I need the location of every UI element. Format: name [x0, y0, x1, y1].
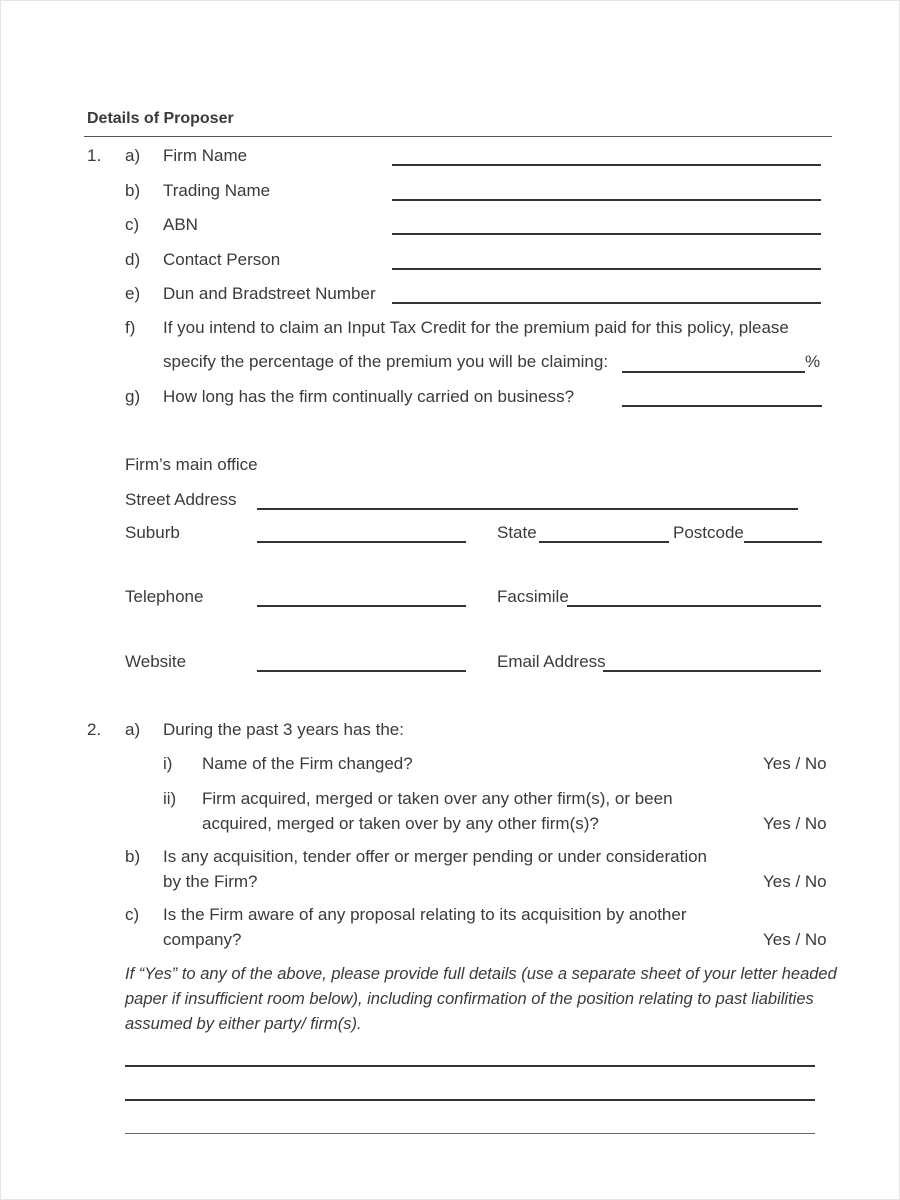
- percent-sign: %: [805, 352, 821, 371]
- acquisition-proposal-question: company?: [163, 930, 242, 949]
- yes-no-option[interactable]: Yes / No: [763, 814, 827, 833]
- item-letter: d): [125, 250, 141, 269]
- item-letter: c): [125, 905, 140, 924]
- postcode-field[interactable]: [744, 541, 822, 543]
- item-letter: c): [125, 215, 140, 234]
- acquisition-proposal-question: Is the Firm aware of any proposal relating to its acquisition by another: [163, 905, 687, 924]
- contact-person-label: Contact Person: [163, 250, 281, 269]
- acquisition-pending-question: by the Firm?: [163, 872, 258, 891]
- dun-bradstreet-label: Dun and Bradstreet Number: [163, 284, 376, 303]
- suburb-field[interactable]: [257, 541, 466, 543]
- firm-name-label: Firm Name: [163, 146, 248, 165]
- item-letter: b): [125, 847, 141, 866]
- facsimile-field[interactable]: [567, 605, 821, 607]
- section-heading: Details of Proposer: [87, 110, 234, 127]
- item-letter: a): [125, 146, 141, 165]
- dun-bradstreet-field[interactable]: [392, 302, 821, 304]
- item-letter: f): [125, 318, 136, 337]
- street-address-label: Street Address: [125, 490, 237, 509]
- item-letter: g): [125, 387, 141, 406]
- website-label: Website: [125, 652, 187, 671]
- website-field[interactable]: [257, 670, 466, 672]
- email-address-label: Email Address: [497, 652, 606, 671]
- heading-rule: [84, 136, 832, 137]
- acquisition-pending-question: Is any acquisition, tender offer or merger pending or under consideration: [163, 847, 708, 866]
- tax-credit-percentage-field[interactable]: [622, 371, 805, 373]
- details-instruction: assumed by either party/ firm(s).: [125, 1015, 362, 1033]
- yes-no-option[interactable]: Yes / No: [763, 930, 827, 949]
- years-in-business-label: How long has the firm continually carried on business?: [163, 387, 575, 406]
- yes-no-option[interactable]: Yes / No: [763, 872, 827, 891]
- section-number: 2.: [87, 720, 102, 739]
- facsimile-label: Facsimile: [497, 587, 569, 606]
- suburb-label: Suburb: [125, 523, 180, 542]
- sub-item-number: ii): [163, 789, 177, 808]
- item-letter: b): [125, 181, 141, 200]
- details-instruction: paper if insufficient room below), including confirmation of the position relating to past liabilities: [125, 990, 814, 1008]
- telephone-field[interactable]: [257, 605, 466, 607]
- past-3-years-label: During the past 3 years has the:: [163, 720, 404, 739]
- name-changed-question: Name of the Firm changed?: [202, 754, 413, 773]
- state-field[interactable]: [539, 541, 669, 543]
- abn-field[interactable]: [392, 233, 821, 235]
- section-number: 1.: [87, 146, 102, 165]
- firm-name-field[interactable]: [392, 164, 821, 166]
- input-tax-credit-text: specify the percentage of the premium you will be claiming:: [163, 352, 609, 371]
- contact-person-field[interactable]: [392, 268, 821, 270]
- main-office-heading: Firm’s main office: [125, 455, 258, 474]
- input-tax-credit-text: If you intend to claim an Input Tax Credit for the premium paid for this policy, please: [163, 318, 789, 337]
- street-address-field[interactable]: [257, 508, 798, 510]
- firm-acquired-question: acquired, merged or taken over by any other firm(s)?: [202, 814, 599, 833]
- details-answer-line[interactable]: [125, 1133, 815, 1134]
- postcode-label: Postcode: [673, 523, 744, 542]
- abn-label: ABN: [163, 215, 198, 234]
- item-letter: a): [125, 720, 141, 739]
- years-in-business-field[interactable]: [622, 405, 822, 407]
- details-answer-line[interactable]: [125, 1099, 815, 1101]
- email-address-field[interactable]: [603, 670, 821, 672]
- details-answer-line[interactable]: [125, 1065, 815, 1067]
- yes-no-option[interactable]: Yes / No: [763, 754, 827, 773]
- trading-name-field[interactable]: [392, 199, 821, 201]
- trading-name-label: Trading Name: [163, 181, 271, 200]
- details-instruction: If “Yes” to any of the above, please provide full details (use a separate sheet of your letter headed: [125, 965, 837, 983]
- item-letter: e): [125, 284, 141, 303]
- telephone-label: Telephone: [125, 587, 204, 606]
- firm-acquired-question: Firm acquired, merged or taken over any other firm(s), or been: [202, 789, 673, 808]
- state-label: State: [497, 523, 537, 542]
- sub-item-number: i): [163, 754, 173, 773]
